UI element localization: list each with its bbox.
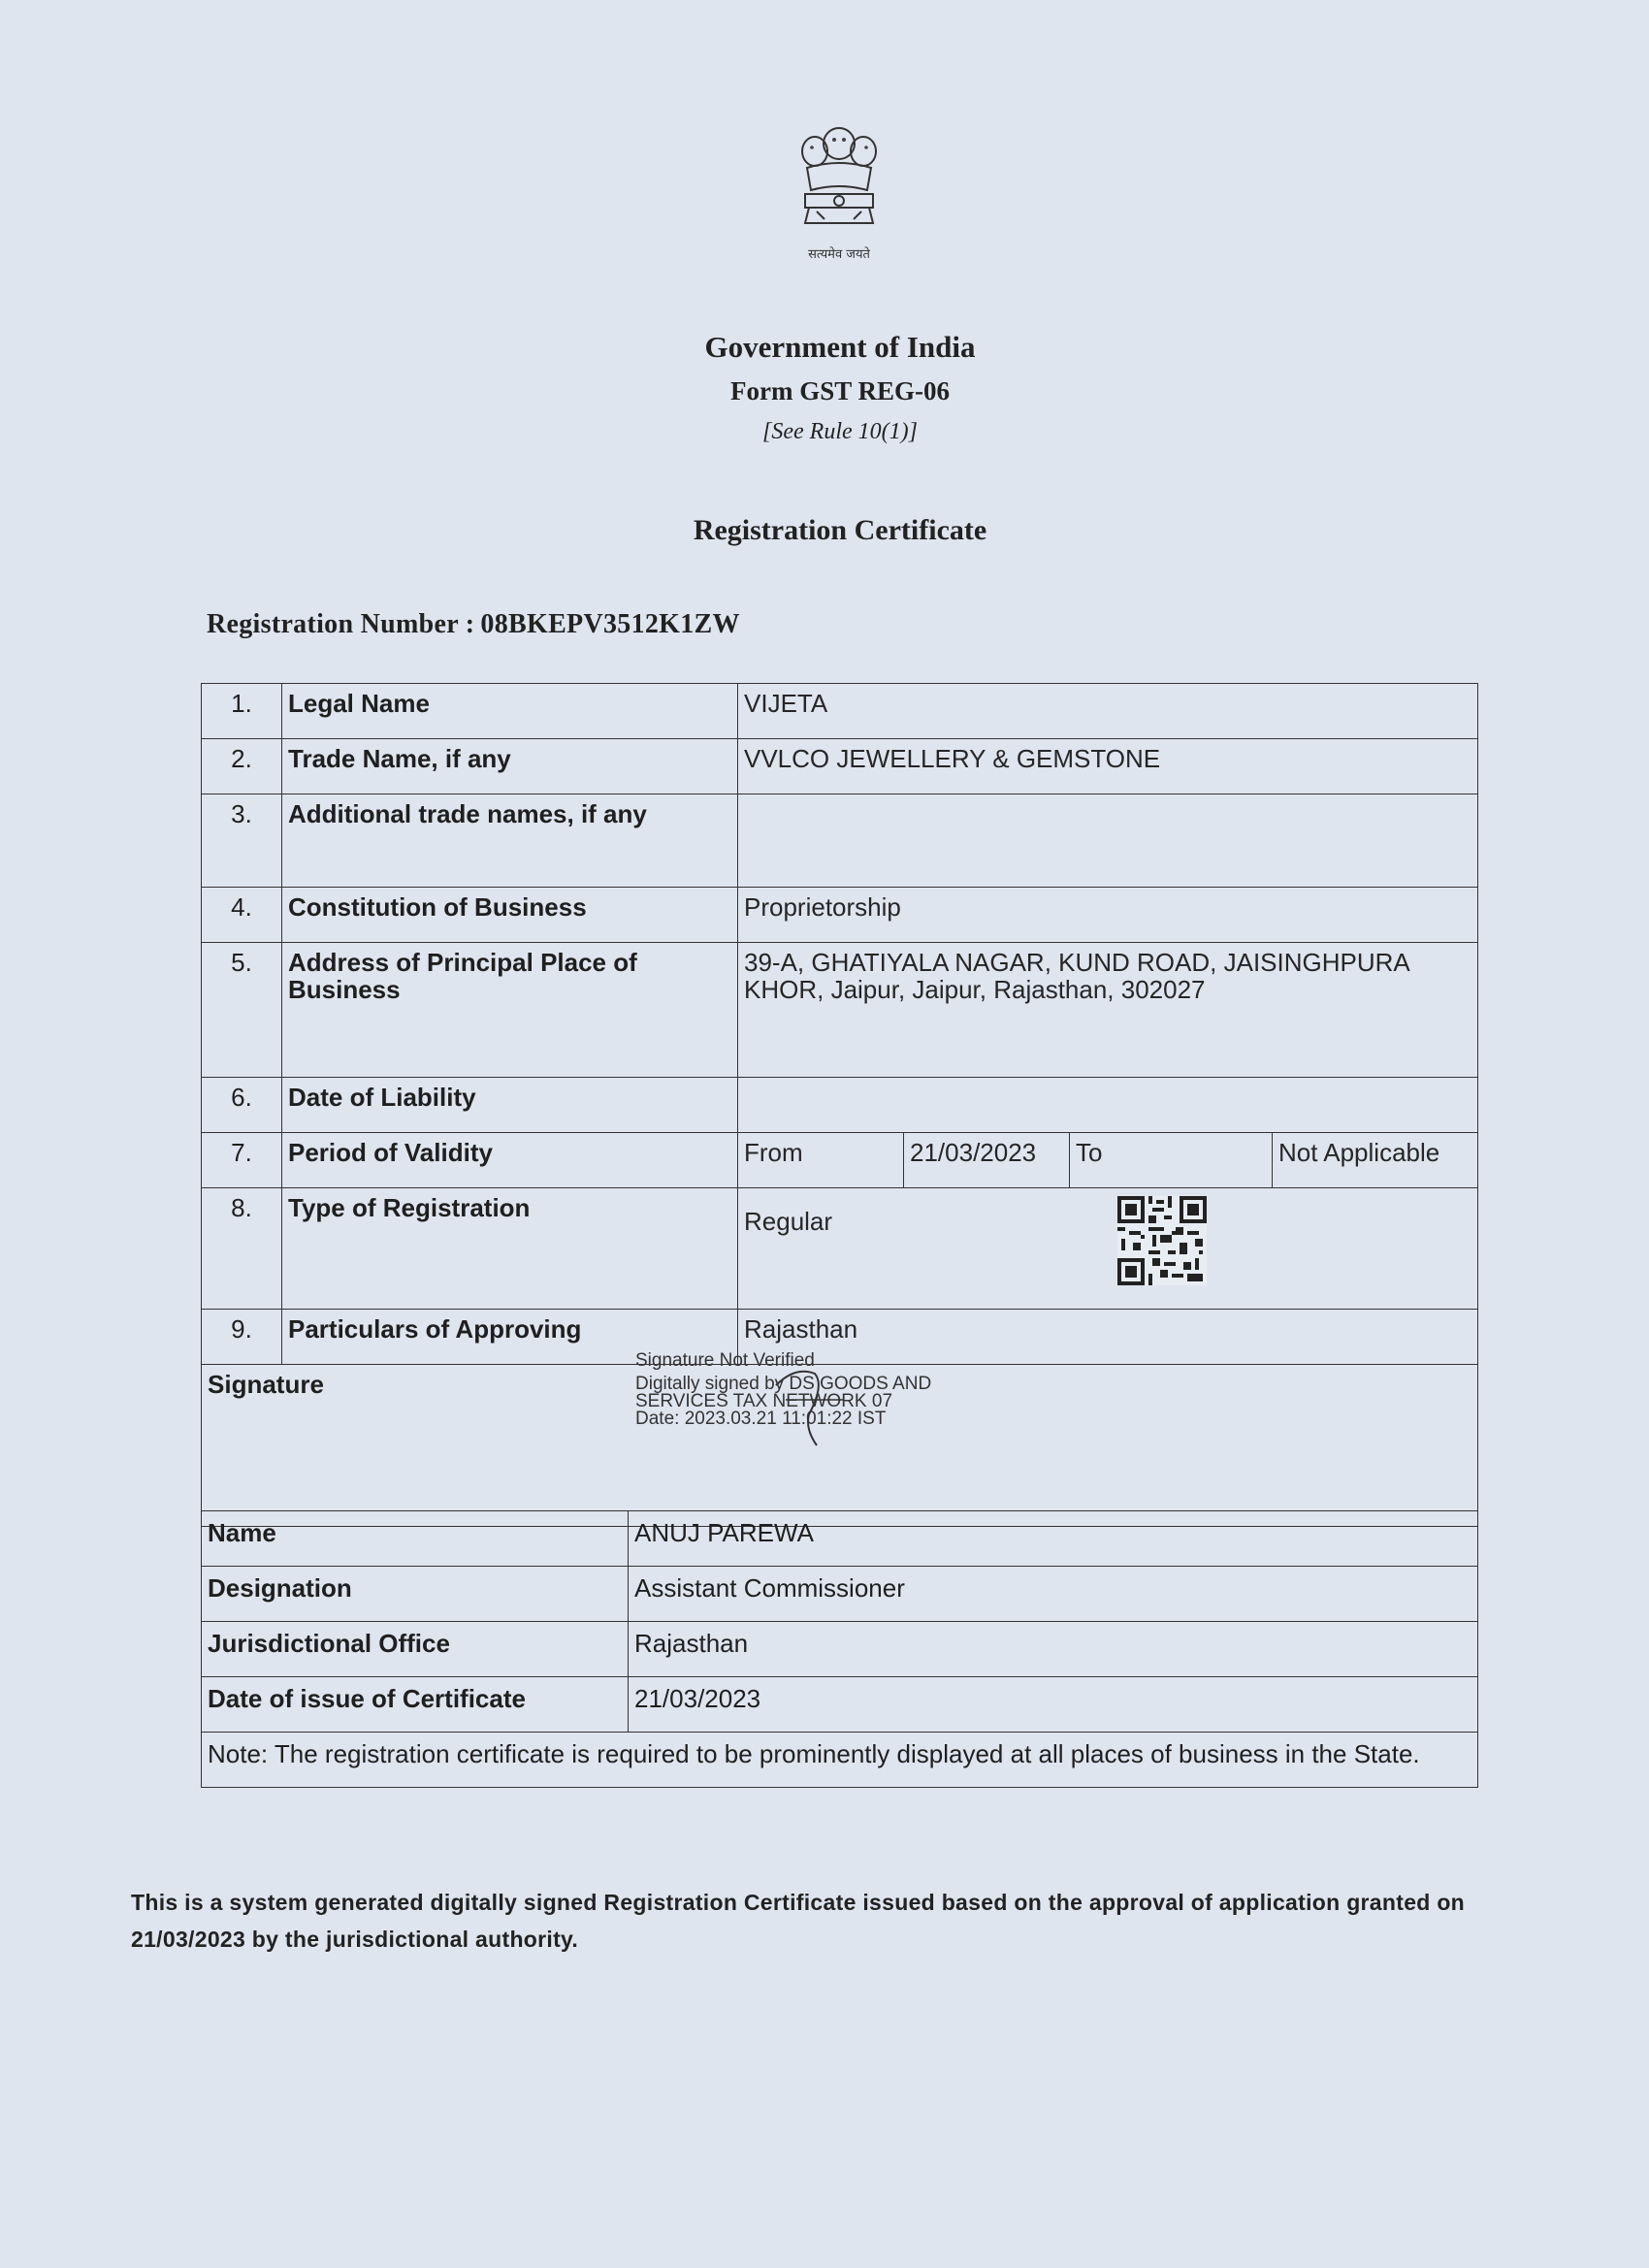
table-row (202, 739, 1478, 794)
signature-signer-line2: SERVICES TAX NETWORK 07 (635, 1391, 893, 1411)
row-label: Address of Principal Place of Business (282, 943, 738, 1078)
table-row (202, 1133, 1478, 1188)
signature-signer-line1: Digitally signed by DS GOODS AND (635, 1374, 932, 1394)
page-title: Registration Certificate (693, 514, 987, 546)
trade-name-value: VVLCO JEWELLERY & GEMSTONE (738, 739, 1478, 794)
legal-name-value: VIJETA (738, 684, 1478, 739)
row-number: 9. (202, 1310, 282, 1365)
row-number: 7. (202, 1133, 282, 1188)
emblem-motto: सत्यमेव जयते (808, 247, 870, 262)
row-label: Additional trade names, if any (282, 794, 738, 888)
validity-to-label: To (1070, 1133, 1273, 1188)
row-label: Legal Name (282, 684, 738, 739)
qr-code-icon[interactable] (1117, 1196, 1207, 1285)
rule-reference: [See Rule 10(1)] (762, 419, 918, 444)
table-row (202, 1567, 1478, 1622)
issue-date-value: 21/03/2023 (629, 1677, 1478, 1733)
table-row (202, 943, 1478, 1078)
table-row (202, 888, 1478, 943)
note-text: Note: The registration certificate is required to be prominently displayed at all places of business in the State. (202, 1733, 1478, 1788)
officer-label: Designation (202, 1567, 629, 1622)
approving-authority-value: Rajasthan (738, 1310, 1478, 1365)
row-number: 2. (202, 739, 282, 794)
registration-number-label: Registration Number : (207, 609, 475, 639)
constitution-value: Proprietorship (738, 888, 1478, 943)
additional-trade-names-value (738, 794, 1478, 888)
table-row (202, 1078, 1478, 1133)
validity-from-label: From (738, 1133, 904, 1188)
table-row (202, 1733, 1478, 1788)
footer-statement: This is a system generated digitally signed Registration Certificate issued based on the approval of application granted on 21/03/2023 by the jurisdictional authority. (131, 1890, 1466, 1952)
row-number: 3. (202, 794, 282, 888)
row-label: Trade Name, if any (282, 739, 738, 794)
national-emblem-icon (786, 114, 892, 258)
row-number: 4. (202, 888, 282, 943)
row-label: Type of Registration (282, 1188, 738, 1310)
officer-table (201, 1510, 1478, 1788)
table-row (202, 1677, 1478, 1733)
table-row (202, 1188, 1478, 1310)
form-heading: Form GST REG-06 (729, 376, 950, 405)
row-number: 6. (202, 1078, 282, 1133)
table-row (202, 1622, 1478, 1677)
officer-label: Name (202, 1511, 629, 1567)
jurisdictional-office-value: Rajasthan (629, 1622, 1478, 1677)
row-label: Particulars of Approving (282, 1310, 738, 1365)
government-heading: Government of India (704, 330, 976, 364)
table-row (202, 1511, 1478, 1567)
row-number: 5. (202, 943, 282, 1078)
signature-check-icon (766, 1356, 863, 1453)
validity-to-value: Not Applicable (1273, 1133, 1478, 1188)
table-row (202, 794, 1478, 888)
officer-label: Jurisdictional Office (202, 1622, 629, 1677)
designation-value: Assistant Commissioner (629, 1567, 1478, 1622)
validity-from-value: 21/03/2023 (904, 1133, 1070, 1188)
registration-number-line (207, 609, 740, 640)
officer-label: Date of issue of Certificate (202, 1677, 629, 1733)
row-label: Period of Validity (282, 1133, 738, 1188)
officer-name-value: ANUJ PAREWA (629, 1511, 1478, 1567)
row-label: Constitution of Business (282, 888, 738, 943)
signature-status: Signature Not Verified (635, 1350, 815, 1371)
date-of-liability-value (738, 1078, 1478, 1133)
registration-number: 08BKEPV3512K1ZW (480, 609, 740, 639)
registration-type-value: Regular (738, 1188, 1478, 1310)
row-number: 1. (202, 684, 282, 739)
table-row (202, 684, 1478, 739)
signature-label: Signature (202, 1365, 1478, 1527)
signature-date: Date: 2023.03.21 11:01:22 IST (635, 1409, 887, 1429)
row-label: Date of Liability (282, 1078, 738, 1133)
row-number: 8. (202, 1188, 282, 1310)
address-value: 39-A, GHATIYALA NAGAR, KUND ROAD, JAISINGHPURA KHOR, Jaipur, Jaipur, Rajasthan, 302027 (738, 943, 1478, 1078)
